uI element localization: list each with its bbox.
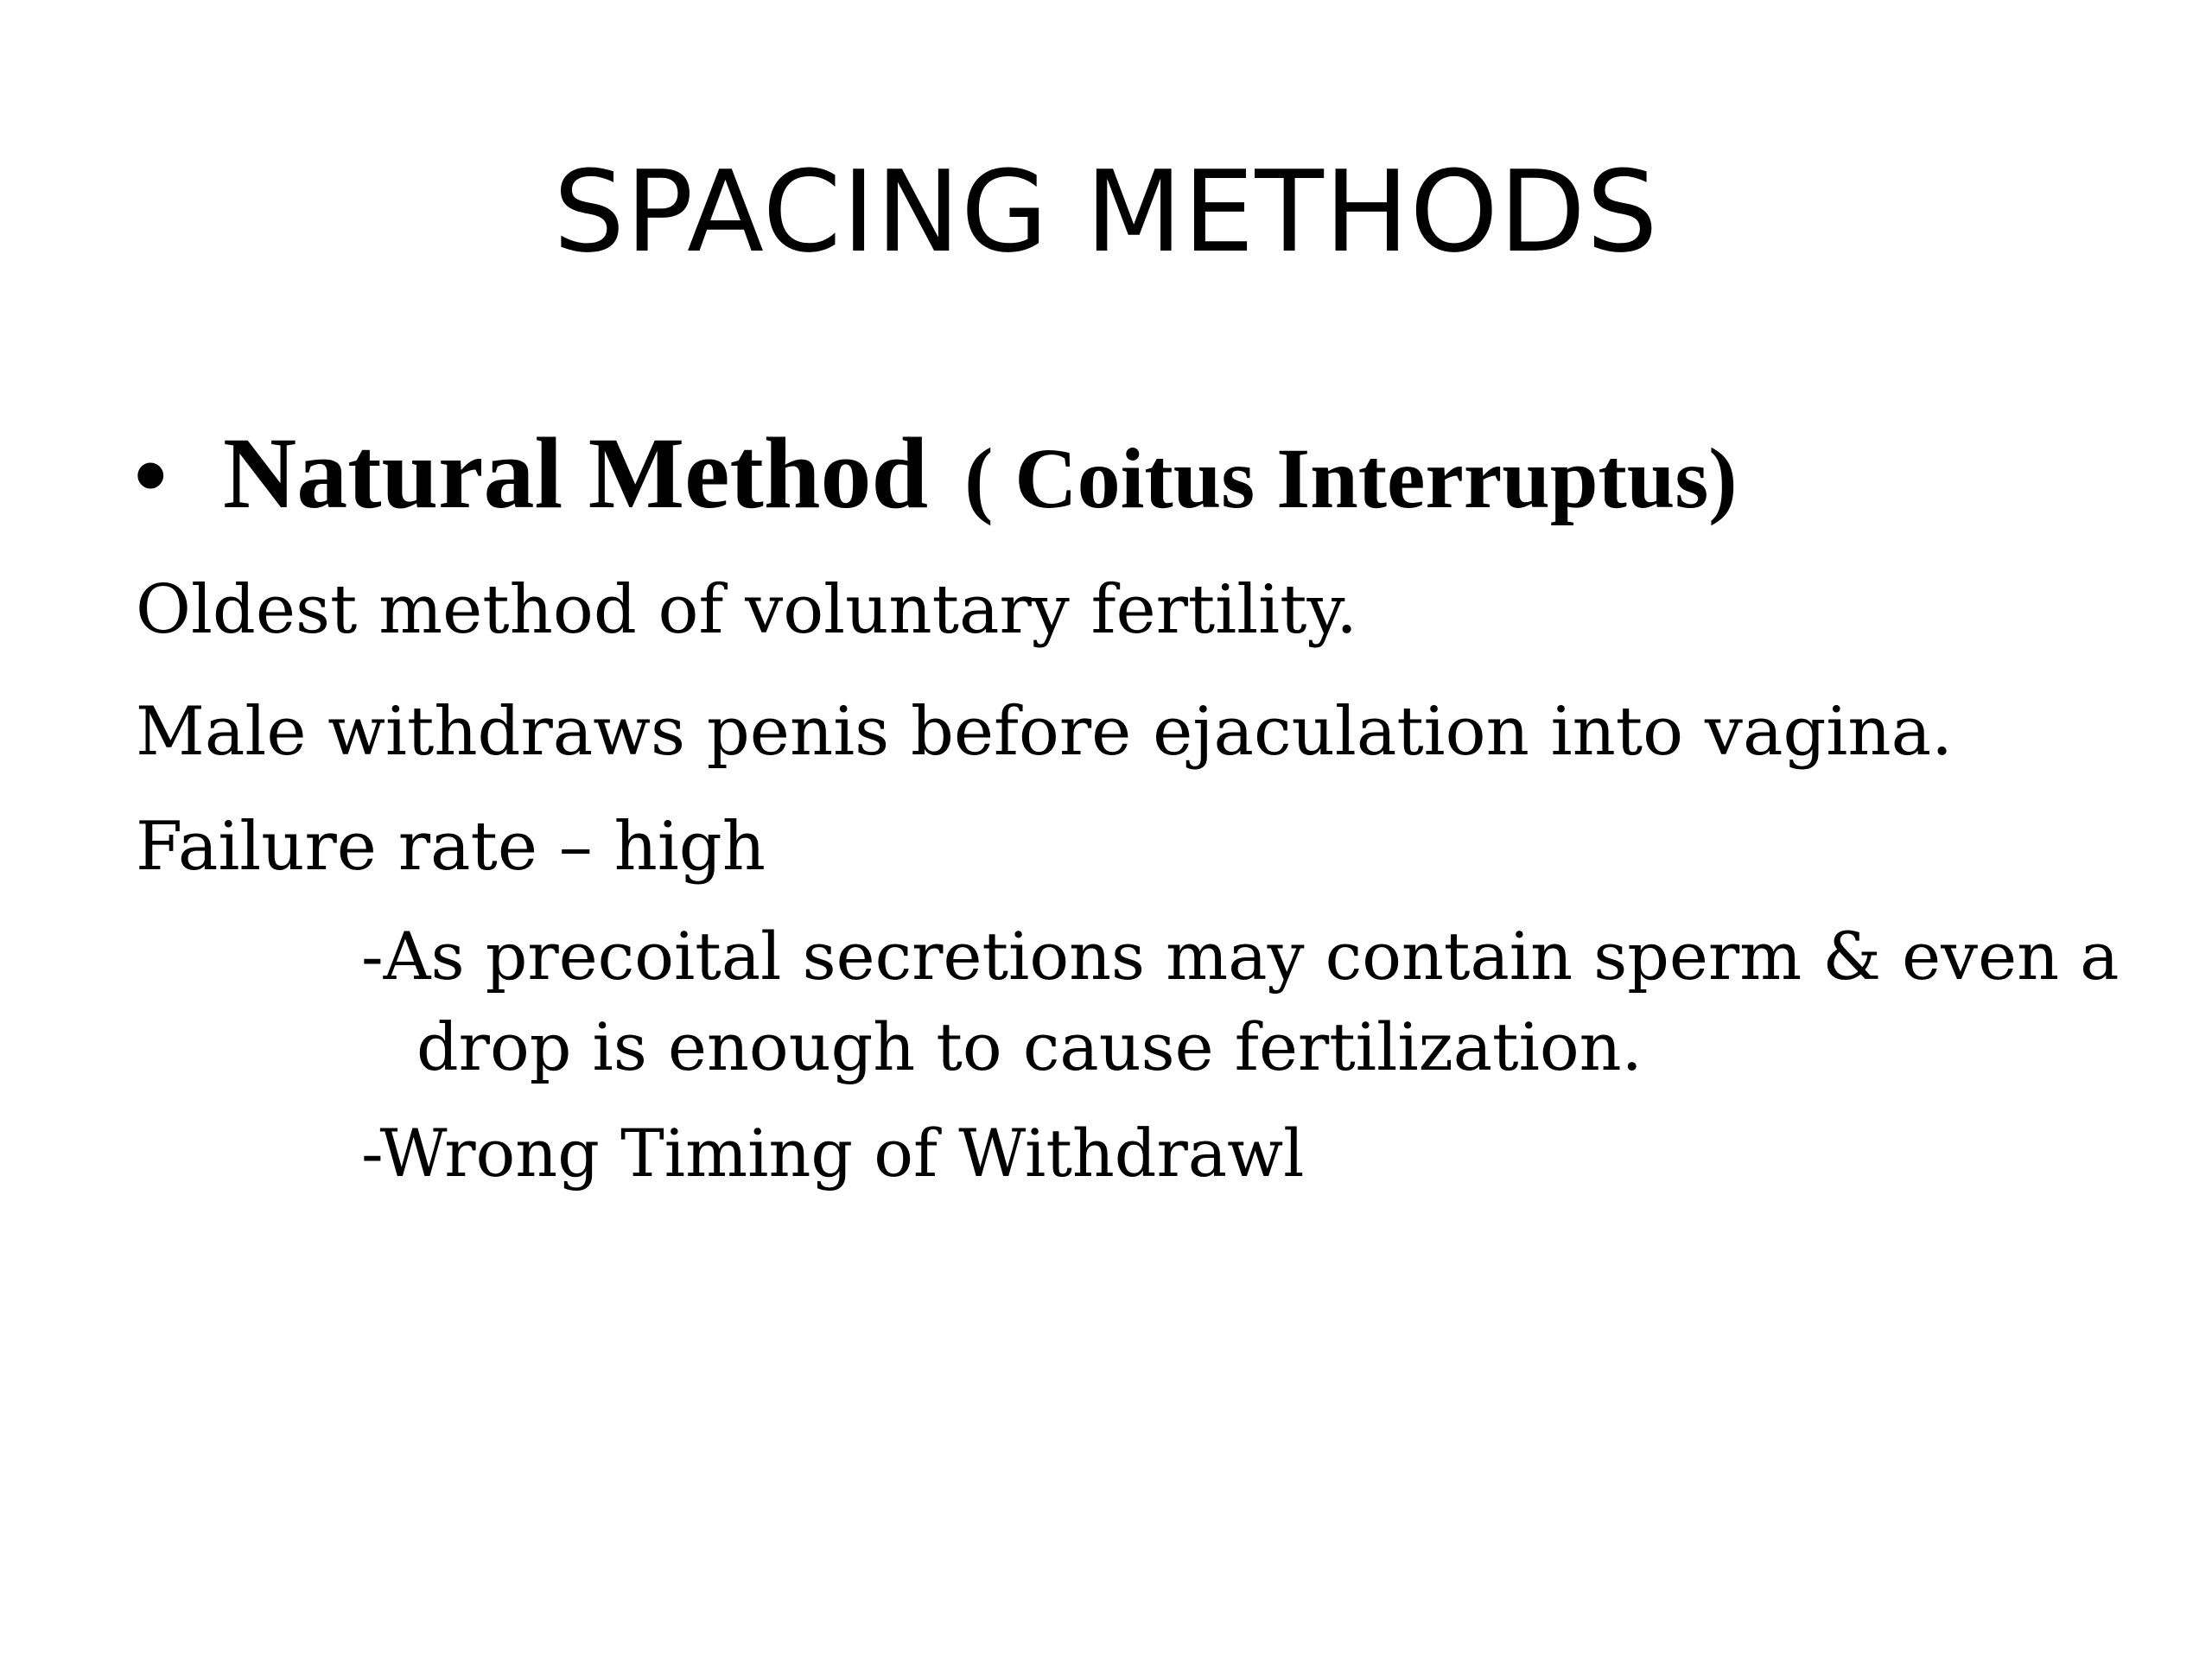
sub-point-line-2: drop is enough to cause fertilization. (416, 1008, 1643, 1085)
bullet-item-natural-method (134, 415, 1738, 544)
bullet-subheading: ( Coitus Interruptus) (964, 430, 1738, 526)
body-text-line-3: Failure rate – high (136, 808, 766, 886)
sub-point-line-3: -Wrong Timing of Withdrawl (361, 1115, 1305, 1192)
bullet-icon: • (134, 422, 168, 528)
body-text-line-2: Male withdraws penis before ejaculation into vagina. (136, 693, 1953, 771)
bullet-heading: Natural Method (223, 416, 929, 530)
slide-title: SPACING METHODS (553, 146, 1659, 277)
sub-point-line-1: -As precoital secretions may contain sperm & even a (361, 918, 2120, 995)
body-text-line-1: Oldest method of voluntary fertility. (136, 571, 1357, 649)
